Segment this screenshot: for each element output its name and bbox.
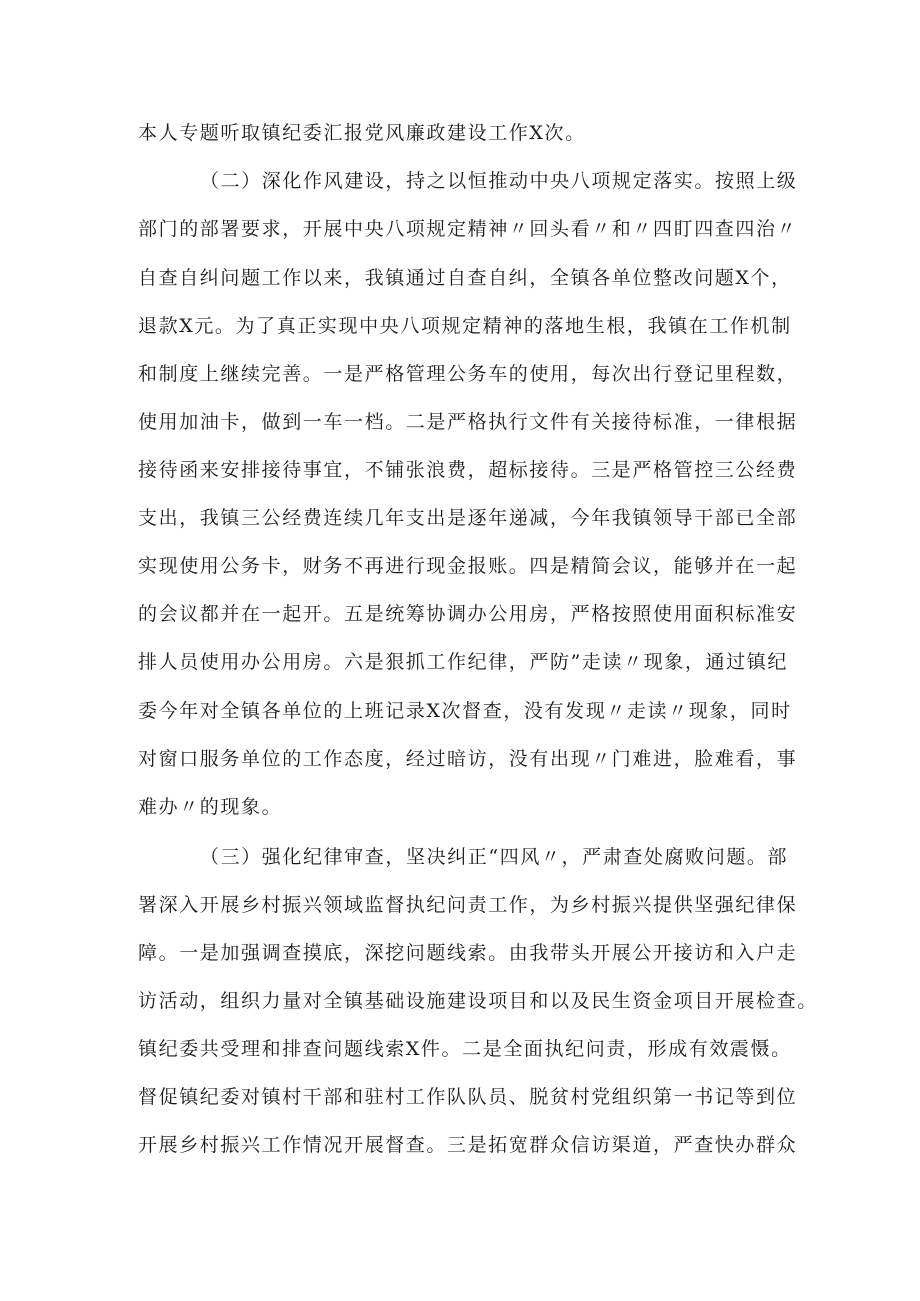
text-line: 排人员使用办公用房。六是狠抓工作纪律，严防”走读〃现象，通过镇纪 <box>138 651 788 673</box>
section-heading-line: （二）深化作风建设，持之以恒推动中央八项规定落实。按照上级 <box>200 170 798 192</box>
text-line: 实现使用公务卡，财务不再进行现金报账。四是精简会议，能够并在一起 <box>138 555 798 577</box>
text-line: 本人专题听取镇纪委汇报党风廉政建设工作X次。 <box>138 122 586 144</box>
text-line: 自查自纠问题工作以来，我镇通过自查自纠，全镇各单位整改问题X个， <box>138 267 792 289</box>
text-line: 开展乡村振兴工作情况开展督查。三是拓宽群众信访渠道，严查快办群众 <box>138 1134 798 1156</box>
section-heading-line: （三）强化纪律审查，坚决纠正“四风〃，严肃查处腐败问题。部 <box>200 846 789 868</box>
text-line: 支出，我镇三公经费连续几年支出是逐年递减，今年我镇领导干部已全部 <box>138 507 798 529</box>
text-line: 接待函来安排接待事宜，不铺张浪费，超标接待。三是严格管控三公经费 <box>138 459 798 481</box>
text-line: 的会议都并在一起开。五是统筹协调办公用房，严格按照使用面积标准安 <box>138 603 798 625</box>
text-line: 访活动，组织力量对全镇基础设施建设项目和以及民生资金项目开展检查。 <box>138 990 818 1012</box>
text-line: 镇纪委共受理和排查问题线索X件。二是全面执纪问责，形成有效震慑。 <box>138 1038 792 1060</box>
text-line: 督促镇纪委对镇村干部和驻村工作队队员、脱贫村党组织第一书记等到位 <box>138 1086 798 1108</box>
text-line: 难办〃的现象。 <box>138 796 283 818</box>
document-page <box>138 0 818 1301</box>
text-line: 使用加油卡，做到一车一档。二是严格执行文件有关接待标准，一律根据 <box>138 411 798 433</box>
text-line: 退款X元。为了真正实现中央八项规定精神的落地生根，我镇在工作机制 <box>138 315 792 337</box>
text-line: 和制度上继续完善。一是严格管理公务车的使用，每次出行登记里程数， <box>138 363 798 385</box>
text-line: 署深入开展乡村振兴领域监督执纪问责工作，为乡村振兴提供坚强纪律保 <box>138 894 798 916</box>
text-line: 障。一是加强调查摸底，深挖问题线索。由我带头开展公开接访和入户走 <box>138 942 798 964</box>
text-line: 委今年对全镇各单位的上班记录X次督查，没有发现〃走读〃现象，同时 <box>138 700 792 722</box>
text-line: 部门的部署要求，开展中央八项规定精神〃回头看〃和〃四盯四查四治〃 <box>138 218 798 240</box>
text-line: 对窗口服务单位的工作态度，经过暗访，没有出现〃门难进，脸难看，事 <box>138 748 798 770</box>
